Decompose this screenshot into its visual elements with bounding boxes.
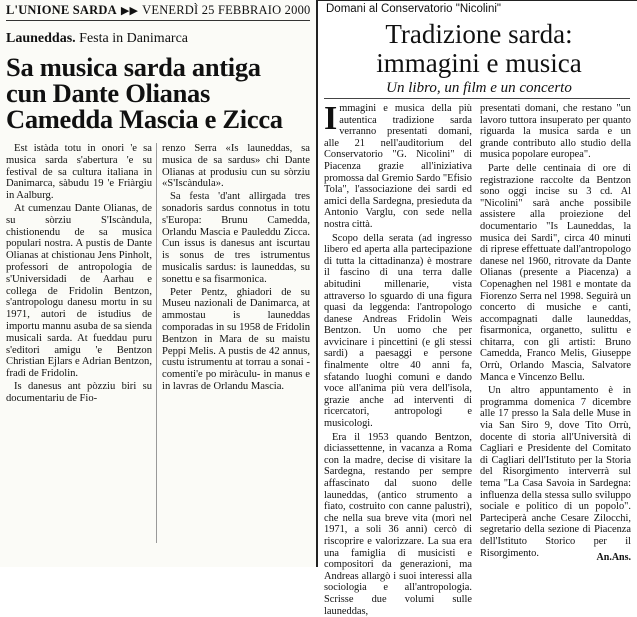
left-kicker bbox=[6, 31, 188, 47]
double-arrow-icon: ▶▶ bbox=[120, 5, 139, 17]
title-line: immagini e musica bbox=[376, 48, 582, 78]
paragraph: Sa festa 'd'ant allirgada tres sonadoris sardus connotus in totu s'Europa: Brunu Camedda, Orlandu Mascia e Pauleddu Zicca. Cun issus is danesus ant iscurtau is sonus de tres istrumentus musicalis sardus: is launeddas, su sonettu e sa fisarmonica. bbox=[162, 191, 310, 285]
paragraph: presentati domani, che restano "un lavoro tuttora insuperato per quanto riguarda la musica sarda e un grande contributo allo studio della musica popolare europea". bbox=[480, 103, 631, 161]
right-subtitle: Un libro, un film e un concerto bbox=[386, 80, 572, 96]
author-signature: An.Ans. bbox=[596, 552, 631, 563]
column-divider bbox=[156, 143, 157, 543]
kicker-section: Launeddas. bbox=[6, 31, 76, 46]
newspaper-name: L'UNIONE SARDA bbox=[6, 3, 117, 17]
subtitle-rule bbox=[324, 98, 630, 99]
paragraph: Scopo della serata (ad ingresso libero ed aperta alla partecipazione di tutta la cittadinanza) è mostrare il fascino di una terra dalle abitudini millenarie, vista attraverso lo sguardo di una figura quasi da leggenda: l'antropologo danese Andreas Fridolin Weis Bentzon. Un uomo che per avvicinare i pincettini (e gli stessi sardi) a paesaggi e persone finalmente oltre 40 anni fa, sfatando luoghi comuni e dando voce all'anima più vera dell'isola, grazie anche ad interventi di ricercatori, antropologi e musicologi. bbox=[324, 232, 472, 430]
top-rule bbox=[318, 0, 637, 1]
right-newspaper-clipping bbox=[318, 0, 637, 617]
headline-line: Camedda Mascia e Zicca bbox=[6, 104, 283, 134]
left-article-column-1 bbox=[6, 143, 152, 557]
kicker-topic: Festa in Danimarca bbox=[79, 31, 189, 46]
title-line: Tradizione sarda: bbox=[385, 19, 573, 49]
paragraph: Est istàda totu in onori 'e sa musica sarda s'abertura 'e su festival de sa cultura italiana in Danimarca, sàbudu 19 'e Friàrgiu in Aalburg. bbox=[6, 143, 152, 202]
right-article-column-2 bbox=[480, 103, 631, 565]
headline-line: Sa musica sarda antiga bbox=[6, 52, 261, 82]
paragraph: renzo Serra «Is launeddas, sa musica de sa sardus» chi Dante Olianas at produsiu cun su sòrziu «S'Iscàndula». bbox=[162, 143, 310, 190]
paragraph-text: mmagini e musica della più autentica tradizione sarda verranno presentati domani, alle 21 nell'auditorium del Conservatorio "G. Nicolini" di Piacenza grazie all'iniziativa promossa dal Gremio Sardo "Efisio Tola", l'associazione dei sardi ed amici della Sardegna, presieduta da Antonio Varglu, con sede nella nostra città. bbox=[324, 103, 472, 230]
paragraph: Un altro appuntamento è in programma domenica 7 dicembre alle 17 presso la Sala delle Muse in via San Siro 9, dove Tito Orrù, docente di storia all'Università di Cagliari e Presidente del Comitato di Cagliari dell'Istituto per la Storia del Risorgimento interverrà sul tema "La Casa Savoia in Sardegna: influenza della stessa sullo sviluppo sociale e politico di un popolo". Parteciperà anche Cesare Zilocchi, segretario della sezione di Piacenza dell'Istituto Storico per il Risorgimento. bbox=[480, 385, 631, 559]
masthead bbox=[6, 3, 310, 18]
paragraph: Parte delle centinaia di ore di registrazione raccolte da Bentzon sono oggi incise su 3 cd. Al "Nicolini" sarà anche possibile assistere alla proiezione del documentario "Is Launeddas, la musica dei Sardi", circa 40 minuti di riprese effettuate dall'antropologo danese nel 1960, ritrovate da Dante Olianas (presente a Piacenza) a Copenaghen nel 1981 e montate da Fiorenzo Serra nel 1998. Seguirà un concerto di musiche e canti, accompagnati dalle launeddas, fisarmonica, organetto, sulittu e chitarra, con gli artisti: Bruno Camedda, Franco Melis, Giuseppe Orrù, Orlando Mascia, Salvatore Manca e Vincenzo Bellu. bbox=[480, 162, 631, 383]
paragraph: Era il 1953 quando Bentzon, diciassettenne, in vacanza a Roma con la madre, decise di visitare la Sardegna, restando per sempre affascinato dal suono delle launeddas, (antico strumento a fiato, costruito con canne palustri), che nella sua breve vita (morì nel 1971, a soli 36 anni) cercò di riscoprire e valorizzare. La sua era una famiglia di musicisti e compositori da generazioni, ma Andreas allargò i suoi interessi alla sociologia e all'antropologia. Scrisse due volumi sulle launeddas, bbox=[324, 431, 472, 617]
paragraph: Is danesus ant pòzziu biri su documentariu de Fio- bbox=[6, 380, 152, 404]
headline-line: cun Dante Olianas bbox=[6, 78, 210, 108]
left-article-column-2 bbox=[162, 143, 310, 557]
masthead-rule bbox=[6, 20, 310, 21]
right-kicker: Domani al Conservatorio "Nicolini" bbox=[326, 3, 501, 15]
paragraph: Peter Pentz, ghiadori de su Museu nazionali de Danimarca, at ammostau is launeddas comporadas in su 1958 de Fridolin Bentzon in Mara de su maistu Peppi Melis. A pustis de 42 annus, custu istrumentu at torrau a sonai - comenti'e po miràculu- in manus e in lavras de Orlandu Mascia. bbox=[162, 286, 310, 392]
issue-date: VENERDÌ 25 FEBBRAIO 2000 bbox=[142, 3, 311, 17]
right-title bbox=[326, 20, 632, 78]
drop-cap: I bbox=[324, 100, 338, 137]
left-headline bbox=[6, 54, 314, 132]
paragraph bbox=[324, 100, 472, 231]
left-newspaper-clipping bbox=[0, 0, 316, 567]
paragraph: At cumenzau Dante Olianas, de su sòrziu S'Iscàndula, chistionendu de sa musica populari nostra. A pustis de Dante Olianas at chistionau Jens Pinholt, professori de antropologia de s'Universidadi de Aarhau e collega de Fridolin Bentzon, s'antropologu danesu mortu in su 1971, autori de istudius de importu mannu asuba de sa sienda musicali sarda. At fueddau puru s'editori amigu 'e Bentzon Christian Ejlars e Adrian Bentzon, fradi de Fridolin. bbox=[6, 202, 152, 380]
right-article-column-1 bbox=[324, 100, 472, 617]
